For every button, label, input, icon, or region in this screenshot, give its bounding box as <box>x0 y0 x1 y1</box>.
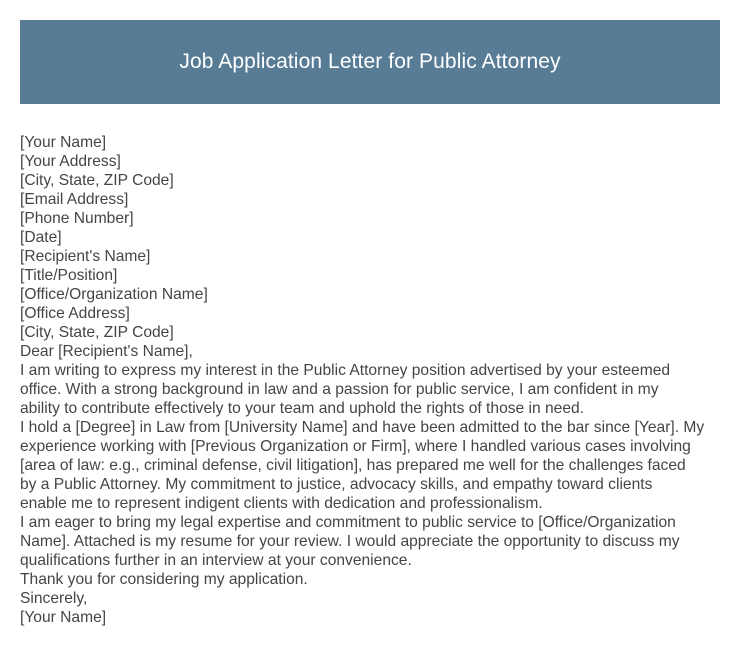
paragraph-closing <box>20 513 720 570</box>
paragraph-qualifications <box>20 418 720 513</box>
paragraph-line: [area of law: e.g., criminal defense, civil litigation], has prepared me well for the challenges faced <box>20 457 686 474</box>
paragraph-line: enable me to represent indigent clients with dedication and professionalism. <box>20 495 543 512</box>
paragraph-line: Name]. Attached is my resume for your review. I would appreciate the opportunity to discuss my <box>20 533 680 550</box>
paragraph-line: office. With a strong background in law and a passion for public service, I am confident in my <box>20 381 659 398</box>
recipient-address: [Office Address] <box>20 305 130 322</box>
page-title: Job Application Letter for Public Attorney <box>179 50 561 73</box>
paragraph-line: by a Public Attorney. My commitment to justice, advocacy skills, and empathy toward clients <box>20 476 653 493</box>
paragraph-line: I hold a [Degree] in Law from [University Name] and have been admitted to the bar since [Year]. My <box>20 419 705 436</box>
sender-email: [Email Address] <box>20 191 129 208</box>
recipient-block <box>20 247 720 342</box>
page-header <box>20 20 720 104</box>
paragraph-interest <box>20 361 720 418</box>
sender-city-state-zip: [City, State, ZIP Code] <box>20 172 174 189</box>
paragraph-line: I am eager to bring my legal expertise and commitment to public service to [Office/Organization <box>20 514 676 531</box>
recipient-title: [Title/Position] <box>20 267 118 284</box>
letter-date: [Date] <box>20 229 62 246</box>
recipient-organization: [Office/Organization Name] <box>20 286 208 303</box>
letter-body <box>20 133 720 627</box>
sign-off: Sincerely, <box>20 590 88 607</box>
paragraph-line: I am writing to express my interest in the Public Attorney position advertised by your esteemed <box>20 362 671 379</box>
sender-block <box>20 133 720 247</box>
signature: [Your Name] <box>20 609 107 626</box>
paragraph-line: ability to contribute effectively to your team and uphold the rights of those in need. <box>20 400 585 417</box>
paragraph-line: qualifications further in an interview at your convenience. <box>20 552 412 569</box>
recipient-name: [Recipient's Name] <box>20 248 151 265</box>
salutation: Dear [Recipient's Name], <box>20 343 193 360</box>
sender-phone: [Phone Number] <box>20 210 134 227</box>
recipient-city-state-zip: [City, State, ZIP Code] <box>20 324 174 341</box>
sender-name: [Your Name] <box>20 134 107 151</box>
closing-thanks: Thank you for considering my application. <box>20 571 308 588</box>
sender-address: [Your Address] <box>20 153 121 170</box>
paragraph-line: experience working with [Previous Organization or Firm], where I handled various cases involving <box>20 438 691 455</box>
